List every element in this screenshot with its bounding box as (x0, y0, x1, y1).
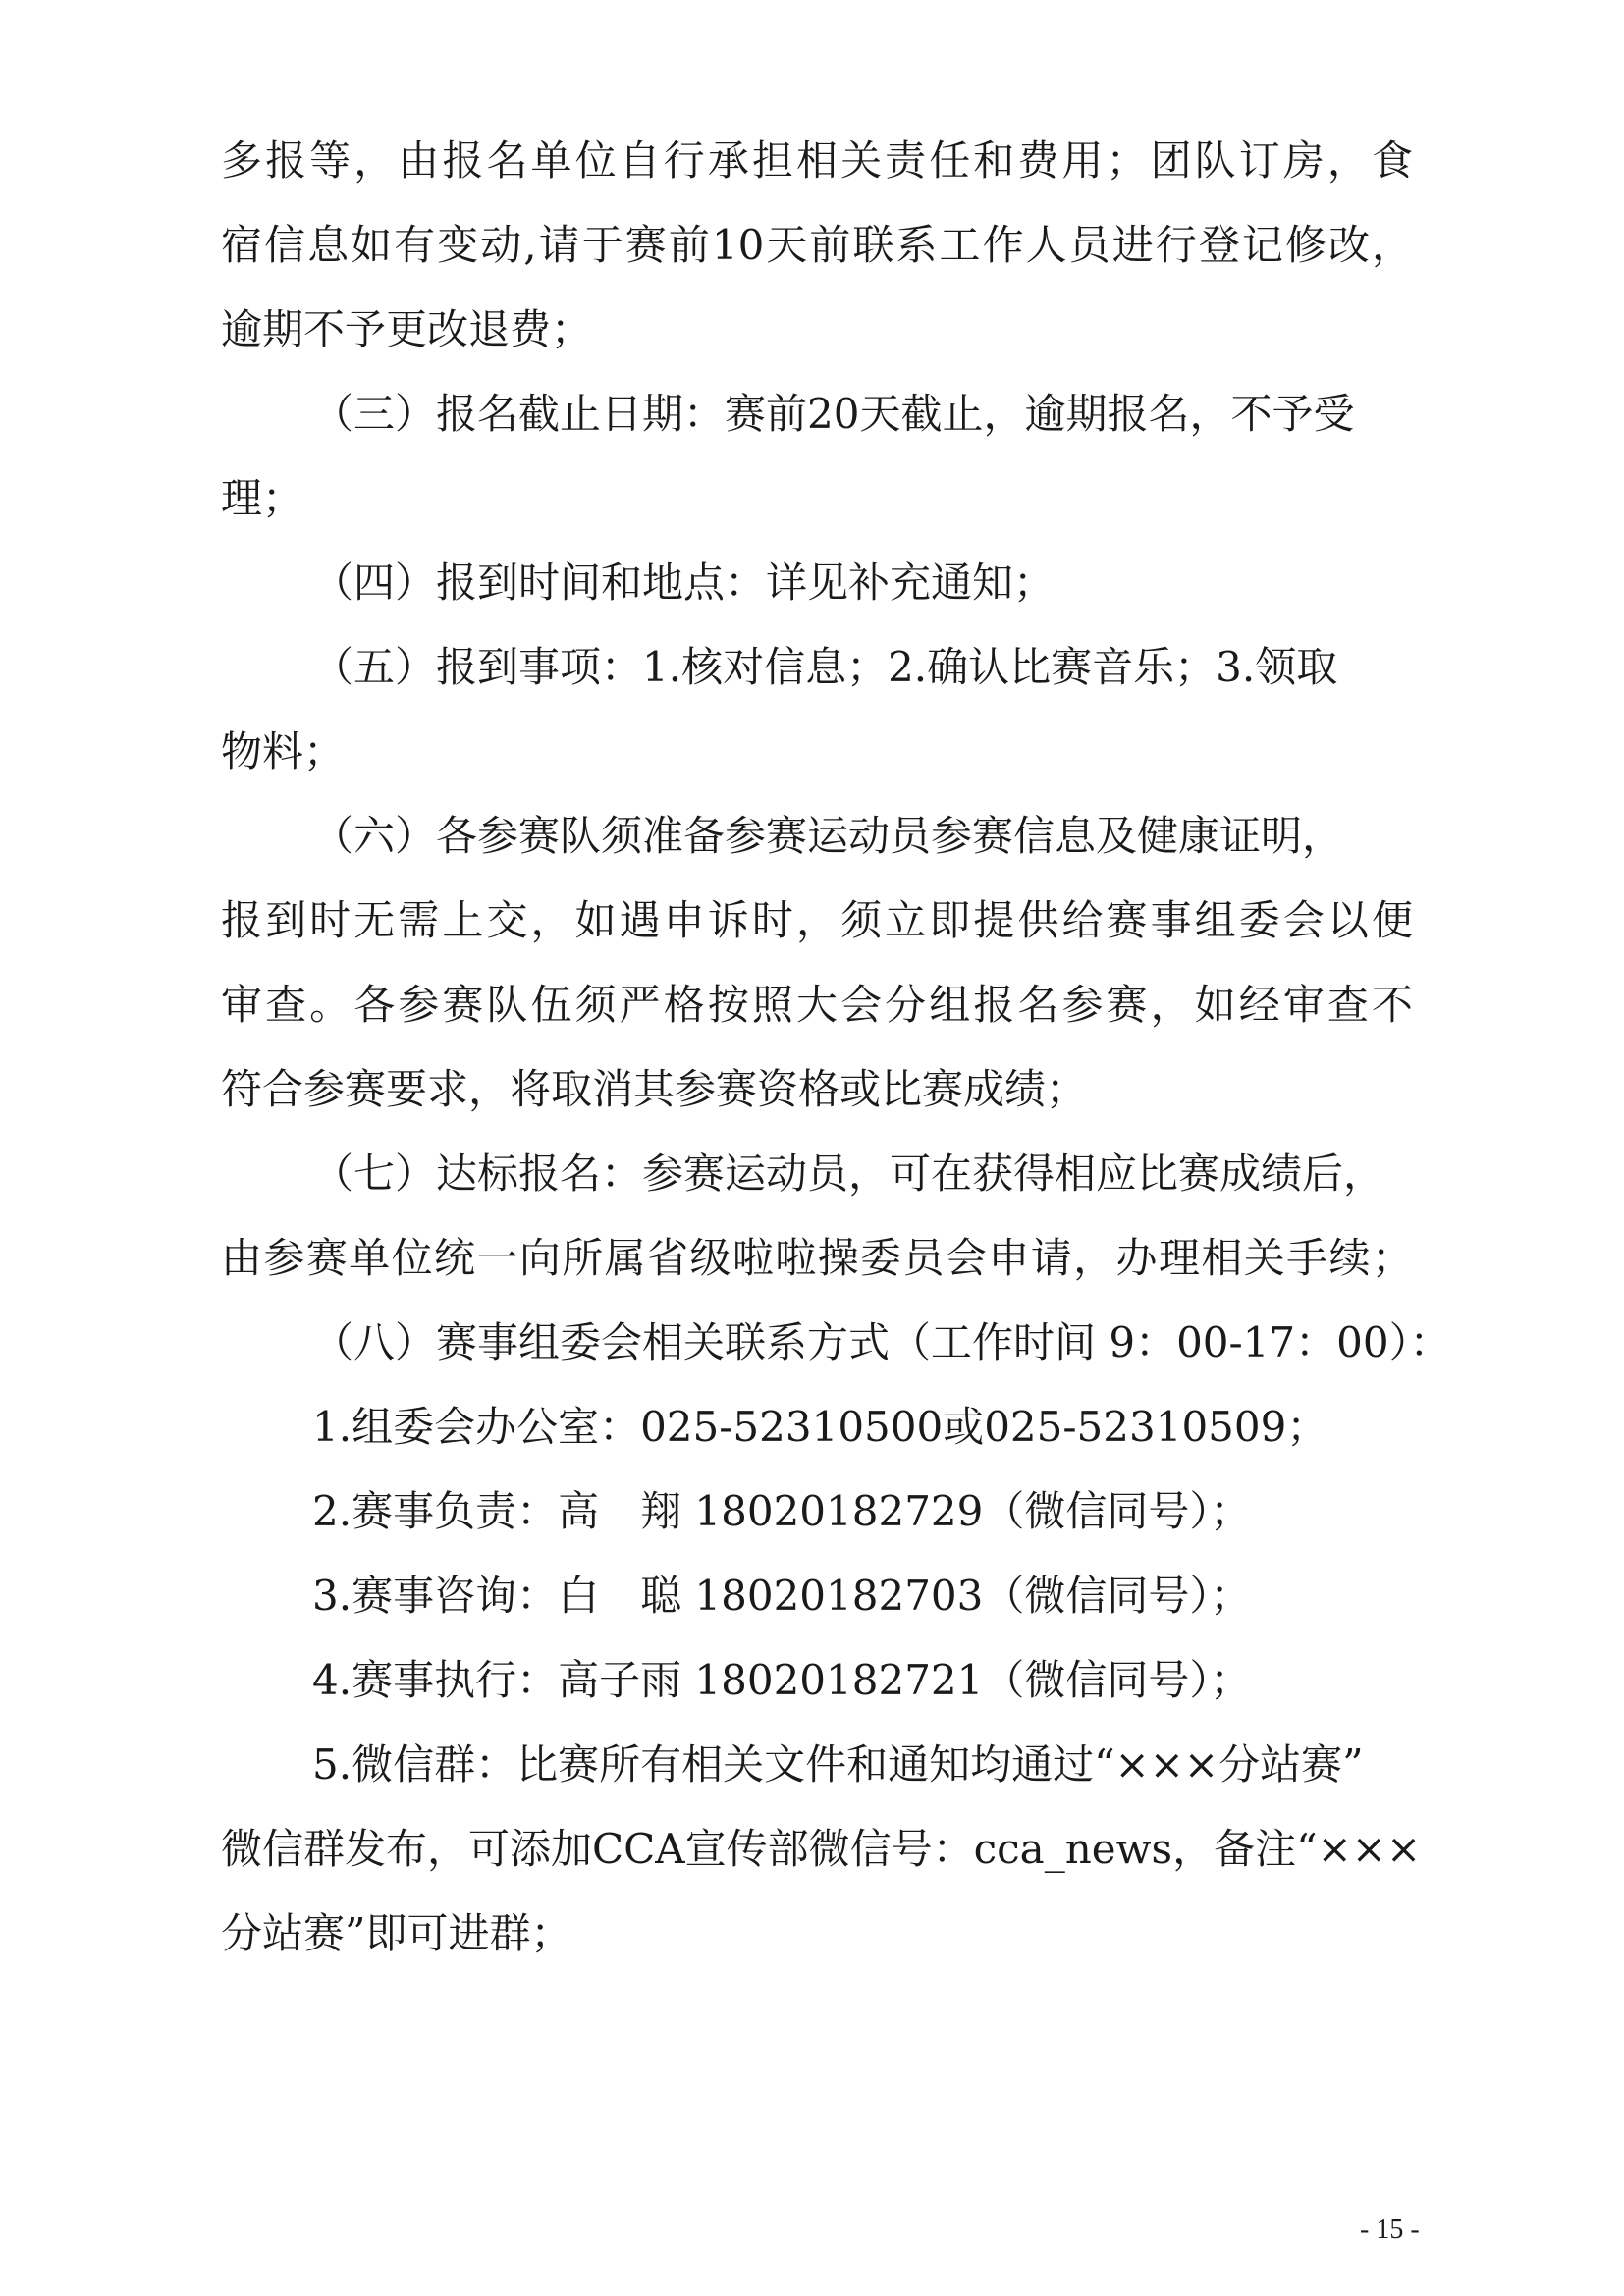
section-seven-line-2: 由参赛单位统一向所属省级啦啦操委员会申请，办理相关手续； (221, 1234, 1413, 1282)
section-six-line-1: （六）各参赛队须准备参赛运动员参赛信息及健康证明， (312, 812, 1344, 860)
paragraph-line-2: 宿信息如有变动,请于赛前10天前联系工作人员进行登记修改， (221, 221, 1413, 269)
section-six-line-3: 审查。各参赛队伍须严格按照大会分组报名参赛，如经审查不 (221, 981, 1413, 1029)
section-four-line: （四）报到时间和地点：详见补充通知； (312, 559, 1056, 607)
contact-event-lead: 2.赛事负责：高 翔 18020182729（微信同号）； (312, 1487, 1252, 1535)
wechat-group-line-1: 5.微信群：比赛所有相关文件和通知均通过“×××分站赛” (312, 1740, 1364, 1789)
contact-inquiry: 3.赛事咨询：白 聪 18020182703（微信同号）； (312, 1572, 1252, 1620)
section-six-line-4: 符合参赛要求，将取消其参赛资格或比赛成绩； (221, 1065, 1088, 1113)
section-five-line-1: （五）报到事项：1.核对信息；2.确认比赛音乐；3.领取 (312, 643, 1338, 691)
section-three-line-1: （三）报名截止日期：赛前20天截止，逾期报名，不予受 (312, 390, 1355, 438)
wechat-group-line-3: 分站赛”即可进群； (221, 1909, 572, 1957)
section-three-line-2: 理； (221, 474, 304, 522)
paragraph-line-1: 多报等，由报名单位自行承担相关责任和费用；团队订房，食 (221, 136, 1413, 185)
section-eight-heading: （八）赛事组委会相关联系方式（工作时间 9：00-17：00）： (312, 1318, 1451, 1366)
page-number: - 15 - (1360, 2215, 1420, 2245)
section-seven-line-1: （七）达标报名：参赛运动员，可在获得相应比赛成绩后， (312, 1149, 1385, 1198)
paragraph-line-3: 逾期不予更改退费； (221, 305, 593, 353)
section-six-line-2: 报到时无需上交，如遇申诉时，须立即提供给赛事组委会以便 (221, 896, 1413, 944)
section-five-line-2: 物料； (221, 727, 346, 775)
wechat-group-line-2: 微信群发布，可添加CCA宣传部微信号：cca_news，备注“××× (221, 1825, 1422, 1873)
contact-execution: 4.赛事执行：高子雨 18020182721（微信同号）； (312, 1656, 1252, 1704)
contact-office: 1.组委会办公室：025-52310500或025-52310509； (312, 1403, 1328, 1451)
